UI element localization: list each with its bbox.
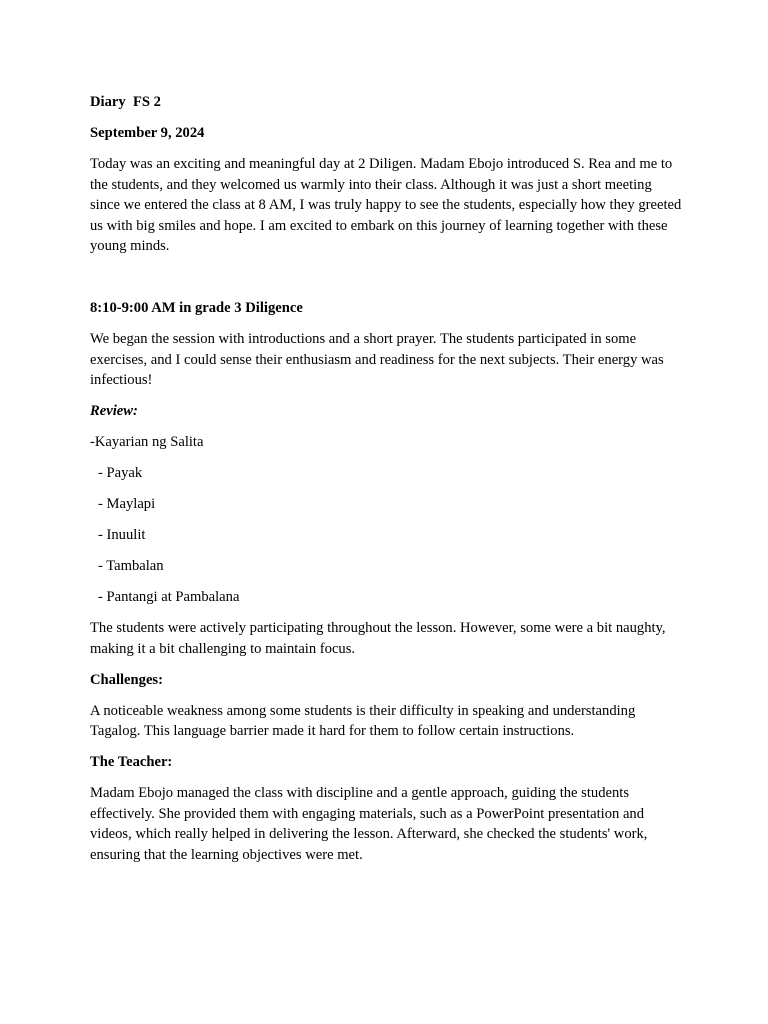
review-item-maylapi: - Maylapi (98, 496, 156, 512)
document-page (90, 92, 682, 876)
document-title: Diary FS 2 (90, 94, 161, 110)
session-heading: 8:10-9:00 AM in grade 3 Diligence (90, 300, 303, 316)
session-paragraph: We began the session with introductions and a short prayer. The students participated in some exercises, and I could sense their enthusiasm and readiness for the next subjects. Their energy was infectious! (90, 331, 664, 388)
challenges-paragraph: A noticeable weakness among some students is their difficulty in speaking and understanding Tagalog. This language barrier made it hard for them to follow certain instructions. (90, 702, 636, 739)
review-topic: -Kayarian ng Salita (90, 434, 204, 450)
intro-paragraph: Today was an exciting and meaningful day at 2 Diligen. Madam Ebojo introduced S. Rea and me to the students, and they welcomed us warmly into their class. Although it was just a short meeting since we entered the class at 8 AM, I was truly happy to see the students, especially how they greeted us with big smiles and hope. I am excited to embark on this journey of learning together with these young minds. (90, 156, 682, 254)
entry-date: September 9, 2024 (90, 125, 205, 141)
review-item-tambalan: - Tambalan (98, 558, 164, 574)
review-item-payak: - Payak (98, 465, 143, 481)
review-heading: Review: (90, 403, 138, 419)
blank-line (90, 267, 682, 298)
review-item-pantangi: - Pantangi at Pambalana (98, 589, 240, 605)
participation-paragraph: The students were actively participating throughout the lesson. However, some were a bit naughty, making it a bit challenging to maintain focus. (90, 620, 666, 657)
review-item-inuulit: - Inuulit (98, 527, 146, 543)
challenges-heading: Challenges: (90, 671, 163, 688)
teacher-paragraph: Madam Ebojo managed the class with discipline and a gentle approach, guiding the students effectively. She provided them with engaging materials, such as a PowerPoint presentation and videos, which really helped in delivering the lesson. Afterward, she checked the students' work, ensuring that the learning objectives were met. (90, 785, 648, 863)
teacher-heading: The Teacher: (90, 754, 173, 770)
